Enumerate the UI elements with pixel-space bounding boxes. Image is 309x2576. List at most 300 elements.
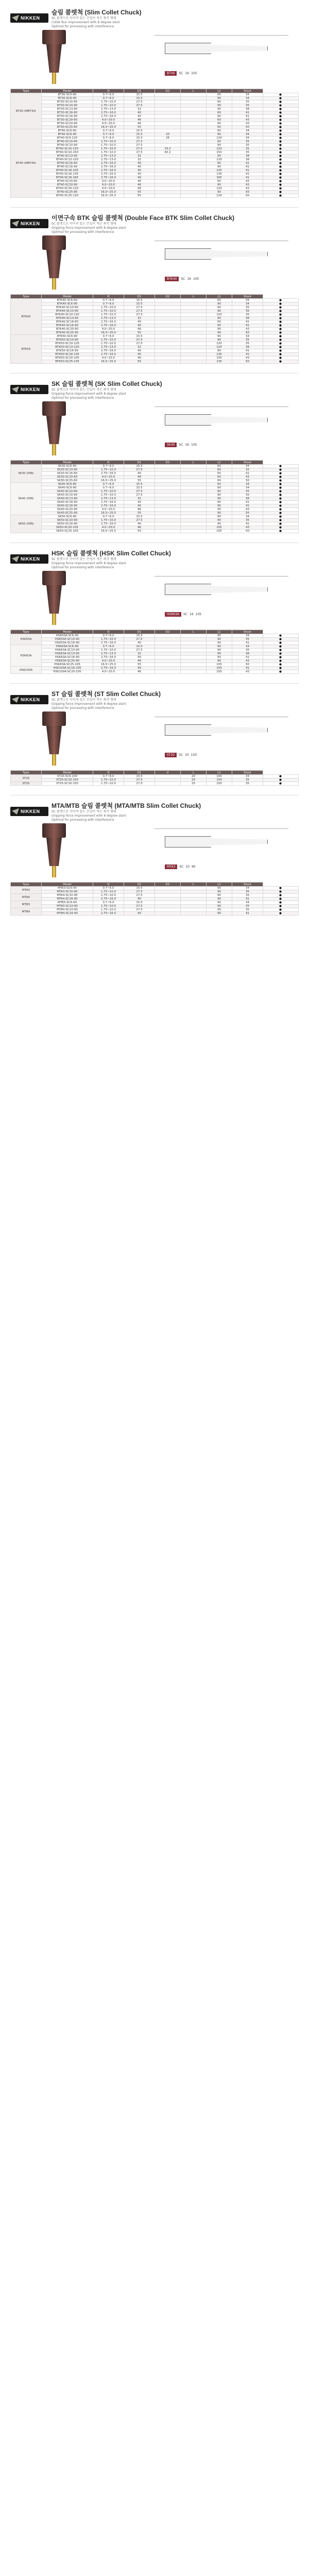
column-header: D1 xyxy=(124,461,155,465)
table-row xyxy=(11,519,299,522)
spec-cell: 41 xyxy=(232,504,263,508)
table-row xyxy=(11,526,299,530)
spec-cell: 1.75~10.0 xyxy=(93,490,124,494)
spec-cell: 60 xyxy=(207,100,232,104)
spec-cell xyxy=(181,129,207,133)
spec-cell: ● xyxy=(263,313,299,317)
spec-cell xyxy=(181,310,207,313)
spec-cell: 27.5 xyxy=(124,468,155,472)
spec-cell xyxy=(181,180,207,183)
spec-cell xyxy=(155,645,181,649)
type-cell: SK30 (DIN) xyxy=(11,465,42,483)
spec-cell: 60 xyxy=(207,118,232,122)
spec-cell: ● xyxy=(263,129,299,133)
spec-cell: ● xyxy=(263,173,299,176)
spec-cell: 15.5 xyxy=(124,97,155,100)
spec-cell xyxy=(155,108,181,111)
spec-cell: 35 xyxy=(232,490,263,494)
code-part: 150 xyxy=(191,753,197,757)
spec-cell: 41 xyxy=(232,472,263,476)
spec-cell: 35 xyxy=(232,306,263,310)
spec-cell: 41 xyxy=(232,111,263,115)
table-row xyxy=(11,649,299,652)
column-header: D1 xyxy=(124,89,155,93)
spec-cell: 2.75~16.0 xyxy=(93,504,124,508)
spec-cell: ● xyxy=(263,526,299,530)
table-row xyxy=(11,176,299,180)
spec-cell: ● xyxy=(263,299,299,302)
spec-cell: 40 xyxy=(124,349,155,353)
spec-cell: 90 xyxy=(207,659,232,663)
spec-cell: 32 xyxy=(124,158,155,162)
spec-cell: 38 xyxy=(232,317,263,320)
table-row xyxy=(11,346,299,349)
spec-cell: 1.75~10.0 xyxy=(93,908,124,912)
model-cell: BT40-SC25-120 xyxy=(42,194,93,198)
spec-cell: ● xyxy=(263,641,299,645)
type-cell: BT30 (MBT30) xyxy=(11,93,42,129)
model-cell: BT40-SC6-120 xyxy=(42,137,93,140)
spec-cell: 16.0~25.0 xyxy=(93,191,124,194)
code-part: 10 xyxy=(185,753,189,757)
spec-cell: 34 xyxy=(232,137,263,140)
section-divider xyxy=(10,207,299,208)
spec-cell: 43 xyxy=(232,659,263,663)
spec-cell xyxy=(181,894,207,897)
spec-cell xyxy=(181,645,207,649)
spec-cell: 90 xyxy=(207,908,232,912)
spec-cell: 34 xyxy=(232,486,263,490)
spec-cell xyxy=(155,299,181,302)
technical-drawing xyxy=(154,241,288,272)
spec-cell: 90 xyxy=(207,494,232,497)
model-code-bar xyxy=(165,865,196,869)
spec-cell xyxy=(181,353,207,357)
spec-cell xyxy=(181,97,207,100)
column-header: D2 xyxy=(155,295,181,299)
holder-tool xyxy=(52,866,56,877)
spec-cell xyxy=(155,320,181,324)
product-section xyxy=(0,211,309,370)
holder-tool xyxy=(52,278,56,290)
spec-cell: 90 xyxy=(207,497,232,501)
brand-header xyxy=(10,803,299,820)
table-row xyxy=(11,328,299,331)
table-row xyxy=(11,331,299,335)
column-header: L xyxy=(181,630,207,634)
spec-cell: ● xyxy=(263,187,299,191)
table-row xyxy=(11,122,299,126)
column-header: Stock xyxy=(232,771,263,775)
spec-cell xyxy=(181,349,207,353)
model-cell: BT40-SC20-120 xyxy=(42,187,93,191)
spec-cell: 90 xyxy=(207,645,232,649)
table-row xyxy=(11,522,299,526)
spec-cell: 41 xyxy=(232,522,263,526)
section-subtitle: SC 콜렛으로 이어져 있는 간섭이 적은 좌각 형태 xyxy=(52,387,116,392)
spec-cell: 34 xyxy=(232,634,263,638)
spec-cell: ● xyxy=(263,338,299,342)
spec-cell: 0.7~6.0 xyxy=(93,299,124,302)
product-section xyxy=(0,5,309,204)
title-block xyxy=(52,8,142,29)
section-title: SK 슬림 콜렛척 (SK Slim Collet Chuck) xyxy=(52,380,162,387)
spec-cell: ● xyxy=(263,659,299,663)
spec-cell xyxy=(181,302,207,306)
spec-cell: 43 xyxy=(232,670,263,674)
brand-logo xyxy=(10,13,48,23)
collet-chuck-image xyxy=(36,711,72,766)
section-subtitle: SC 콜렛으로 이어져 있는 간섭이 적은 좌각 형태 xyxy=(52,16,116,20)
spec-cell: 25 xyxy=(181,782,207,786)
holder-body xyxy=(46,726,62,754)
spec-cell: 90 xyxy=(207,894,232,897)
model-cell: BT30-SC6-60 xyxy=(42,93,93,97)
spec-cell: 0.7~6.0 xyxy=(93,93,124,97)
model-cell: MTA3-SC10-90 xyxy=(42,890,93,894)
spec-cell: ● xyxy=(263,663,299,667)
table-row xyxy=(11,151,299,155)
spec-cell xyxy=(181,526,207,530)
spec-cell xyxy=(181,515,207,519)
spec-cell: ● xyxy=(263,122,299,126)
column-header: D2 xyxy=(155,630,181,634)
model-cell: SK40-SC20-90 xyxy=(42,508,93,512)
type-cell: SK50 (DIN) xyxy=(11,515,42,533)
table-row xyxy=(11,490,299,494)
column-header: D1 xyxy=(124,630,155,634)
code-part: SC xyxy=(179,443,183,447)
spec-cell xyxy=(181,335,207,338)
spec-cell xyxy=(155,342,181,346)
spec-cell xyxy=(181,652,207,656)
spec-cell: 90 xyxy=(207,349,232,353)
spec-cell: 41 xyxy=(232,349,263,353)
spec-cell xyxy=(155,155,181,158)
model-cell: SK50-SC16-90 xyxy=(42,522,93,526)
section-subtitle: SC 콜렛으로 이어져 있는 간섭이 적은 좌각 형태 xyxy=(52,698,116,702)
table-row xyxy=(11,342,299,346)
spec-cell xyxy=(181,472,207,476)
spec-cell: 40 xyxy=(124,667,155,670)
spec-cell: ● xyxy=(263,508,299,512)
spec-cell: 16.0~25.0 xyxy=(93,512,124,515)
spec-cell: 4.0~20.0 xyxy=(93,183,124,187)
type-cell: MTB3 xyxy=(11,901,42,908)
spec-cell: ● xyxy=(263,317,299,320)
spec-cell: 4.0~20.0 xyxy=(93,357,124,360)
model-cell: BTK50-SC16-135 xyxy=(42,353,93,357)
spec-cell: ● xyxy=(263,360,299,364)
model-cell: BT40-SC13-90 xyxy=(42,155,93,158)
spec-cell: 34 xyxy=(232,887,263,890)
model-cell: MTA4-SC16-90 xyxy=(42,897,93,901)
spec-cell: ● xyxy=(263,306,299,310)
spec-cell: 0.7~6.0 xyxy=(93,302,124,306)
spec-cell: 60 xyxy=(207,465,232,468)
code-part: 16 xyxy=(187,277,191,281)
holder-flange xyxy=(42,571,66,585)
collet-chuck-image xyxy=(36,401,72,455)
spec-cell: 40 xyxy=(124,912,155,916)
model-cell: SK50-SC25-105 xyxy=(42,530,93,533)
spec-cell xyxy=(181,133,207,137)
table-row xyxy=(11,100,299,104)
table-header xyxy=(11,771,299,775)
spec-cell: 35 xyxy=(232,100,263,104)
spec-cell xyxy=(155,778,181,782)
spec-cell xyxy=(155,649,181,652)
spec-cell xyxy=(155,526,181,530)
spec-cell xyxy=(181,530,207,533)
spec-cell: 1.75~10.0 xyxy=(93,494,124,497)
spec-cell: 38 xyxy=(232,155,263,158)
spec-cell: 55 xyxy=(124,530,155,533)
spec-cell: 34 xyxy=(232,335,263,338)
model-cell: BT30-SC20-90 xyxy=(42,122,93,126)
spec-cell: 50 xyxy=(232,191,263,194)
spec-cell: ● xyxy=(263,476,299,479)
spec-cell xyxy=(181,667,207,670)
spec-cell: 15.5 xyxy=(124,299,155,302)
code-part: 16 xyxy=(190,613,194,616)
spec-cell xyxy=(155,515,181,519)
spec-cell: 60 xyxy=(207,320,232,324)
header-row xyxy=(11,295,299,299)
spec-cell: 1.75~10.0 xyxy=(93,147,124,151)
spec-cell: 2.75~16.0 xyxy=(93,115,124,118)
table-header xyxy=(11,630,299,634)
technical-drawing xyxy=(154,828,288,859)
spec-cell: 105 xyxy=(207,670,232,674)
spec-cell xyxy=(181,158,207,162)
spec-cell: ● xyxy=(263,634,299,638)
spec-cell: 2.75~16.0 xyxy=(93,641,124,645)
spec-cell: 35 xyxy=(232,649,263,652)
model-cell: MTA3-SC6-90 xyxy=(42,887,93,890)
model-cell: HSK63A-SC6-90 xyxy=(42,645,93,649)
spec-cell xyxy=(155,158,181,162)
spec-cell: 27.5 xyxy=(124,778,155,782)
table-row xyxy=(11,191,299,194)
table-row xyxy=(11,483,299,486)
logo-text: NIKKEN xyxy=(21,387,40,392)
table-row xyxy=(11,486,299,490)
spec-cell: ● xyxy=(263,97,299,100)
spec-cell: 35 xyxy=(232,890,263,894)
spec-cell: ● xyxy=(263,162,299,165)
spec-cell: ● xyxy=(263,155,299,158)
model-cell: BTK40-SC10-90 xyxy=(42,310,93,313)
spec-cell: 90 xyxy=(207,897,232,901)
header-row xyxy=(11,883,299,887)
section-title: 슬림 콜렛척 (Slim Collet Chuck) xyxy=(52,8,142,16)
spec-cell: ● xyxy=(263,302,299,306)
spec-cell xyxy=(181,194,207,198)
section-divider xyxy=(10,373,299,374)
spec-cell xyxy=(155,663,181,667)
spec-cell: 16.0~25.0 xyxy=(93,479,124,483)
spec-cell: 1.75~10.0 xyxy=(93,905,124,908)
column-header: D xyxy=(93,771,124,775)
column-header: Stock xyxy=(232,630,263,634)
spec-cell: 35 xyxy=(232,638,263,641)
brand-logo xyxy=(10,695,48,704)
spec-cell: 150 xyxy=(207,778,232,782)
spec-cell xyxy=(155,180,181,183)
spec-cell: 2.75~16.0 xyxy=(93,169,124,173)
spec-cell: 27.5 xyxy=(124,306,155,310)
spec-cell xyxy=(181,331,207,335)
spec-cell: 40 xyxy=(124,353,155,357)
column-header: D xyxy=(93,883,124,887)
spec-cell: 50 xyxy=(232,479,263,483)
code-example-tag: HSK63A xyxy=(165,612,181,617)
spec-cell xyxy=(155,126,181,129)
spec-cell: 50 xyxy=(232,512,263,515)
header-row xyxy=(11,89,299,93)
spec-cell: ● xyxy=(263,140,299,144)
model-cell: BT40-SC6-60 xyxy=(42,129,93,133)
spec-cell: 90 xyxy=(207,155,232,158)
spec-cell: 16.0~25.0 xyxy=(93,530,124,533)
spec-cell: ● xyxy=(263,778,299,782)
drawing-outline xyxy=(165,584,268,595)
spec-cell xyxy=(181,173,207,176)
spec-cell xyxy=(155,349,181,353)
spec-cell: 46 xyxy=(124,183,155,187)
column-header: Type xyxy=(11,630,42,634)
spec-cell: 40 xyxy=(124,656,155,659)
product-illustration xyxy=(10,401,299,458)
spec-cell: 34 xyxy=(232,93,263,97)
spec-cell xyxy=(155,173,181,176)
holder-body xyxy=(46,838,62,866)
spec-cell: 27.5 xyxy=(124,140,155,144)
model-cell: HSK50A-SC16-90 xyxy=(42,641,93,645)
spec-cell xyxy=(155,328,181,331)
model-code-bar xyxy=(165,612,201,617)
spec-cell: 35 xyxy=(232,894,263,897)
spec-cell: 27.5 xyxy=(124,342,155,346)
model-cell: HSK63A-SC16-90 xyxy=(42,656,93,659)
model-cell: HSK50A-SC6-90 xyxy=(42,634,93,638)
spec-cell: 46 xyxy=(124,357,155,360)
spec-cell xyxy=(181,342,207,346)
column-header: L xyxy=(181,461,207,465)
table-row xyxy=(11,169,299,173)
spec-cell: 46 xyxy=(124,180,155,183)
model-cell: BTK40-SC20-90 xyxy=(42,328,93,331)
spec-table xyxy=(10,630,299,674)
spec-cell xyxy=(155,522,181,526)
spec-cell: ● xyxy=(263,890,299,894)
type-cell: ST20 xyxy=(11,775,42,782)
spec-cell: 16.0~25.0 xyxy=(93,194,124,198)
table-row xyxy=(11,162,299,165)
spec-cell xyxy=(155,313,181,317)
spec-cell xyxy=(155,191,181,194)
spec-cell: 105 xyxy=(207,663,232,667)
spec-cell: 105 xyxy=(207,357,232,360)
spec-cell xyxy=(181,468,207,472)
spec-cell xyxy=(155,115,181,118)
spec-cell xyxy=(181,169,207,173)
spec-cell: 90 xyxy=(207,901,232,905)
spec-cell: 15.5 xyxy=(124,486,155,490)
spec-cell: 0.7~6.0 xyxy=(93,465,124,468)
table-row xyxy=(11,897,299,901)
header-row xyxy=(11,461,299,465)
spec-cell xyxy=(155,183,181,187)
table-row xyxy=(11,111,299,115)
spec-cell: 90 xyxy=(207,133,232,137)
spec-cell: 4.0~20.0 xyxy=(93,526,124,530)
spec-cell xyxy=(181,299,207,302)
spec-cell: 43 xyxy=(232,476,263,479)
brand-logo xyxy=(10,554,48,564)
holder-flange xyxy=(42,711,66,726)
spec-cell: ● xyxy=(263,137,299,140)
logo-wing-icon xyxy=(12,697,19,703)
spec-cell xyxy=(155,912,181,916)
spec-cell: ● xyxy=(263,133,299,137)
brand-header xyxy=(10,381,299,398)
column-header: L xyxy=(181,771,207,775)
product-illustration xyxy=(10,823,299,880)
title-block xyxy=(52,549,171,570)
spec-cell: 90 xyxy=(207,310,232,313)
spec-cell: 40 xyxy=(124,504,155,508)
spec-cell xyxy=(155,140,181,144)
spec-cell: 46 xyxy=(124,118,155,122)
spec-cell xyxy=(155,346,181,349)
table-row xyxy=(11,349,299,353)
spec-cell xyxy=(155,512,181,515)
table-row xyxy=(11,118,299,122)
spec-cell xyxy=(155,122,181,126)
spec-cell: 0.7~6.0 xyxy=(93,137,124,140)
holder-tool xyxy=(52,754,56,766)
spec-cell xyxy=(155,887,181,890)
spec-cell: 35 xyxy=(232,147,263,151)
model-cell: BTK40-SC6-90 xyxy=(42,302,93,306)
spec-cell: 60 xyxy=(207,472,232,476)
type-cell: MTA3 xyxy=(11,887,42,894)
table-row xyxy=(11,512,299,515)
table-body xyxy=(11,775,299,786)
spec-cell: ● xyxy=(263,346,299,349)
spec-cell: 40 xyxy=(124,111,155,115)
spec-cell: 60 xyxy=(207,501,232,504)
spec-cell xyxy=(155,530,181,533)
section-subtitle-en: Gripping force improvement with 8 degree slant xyxy=(52,814,126,818)
spec-cell: 27.5 xyxy=(124,894,155,897)
spec-cell: 2.75~13.0 xyxy=(93,155,124,158)
spec-cell xyxy=(155,118,181,122)
table-row xyxy=(11,778,299,782)
spec-cell: 1.75~10.0 xyxy=(93,649,124,652)
spec-cell: 34 xyxy=(232,775,263,778)
spec-cell xyxy=(181,346,207,349)
logo-wing-icon xyxy=(12,221,19,227)
spec-cell: 27.5 xyxy=(124,905,155,908)
spec-cell: 40 xyxy=(124,897,155,901)
spec-cell: 90 xyxy=(207,912,232,916)
spec-cell: 1.75~10.0 xyxy=(93,468,124,472)
spec-cell: 41 xyxy=(232,656,263,659)
spec-cell: 43 xyxy=(232,357,263,360)
